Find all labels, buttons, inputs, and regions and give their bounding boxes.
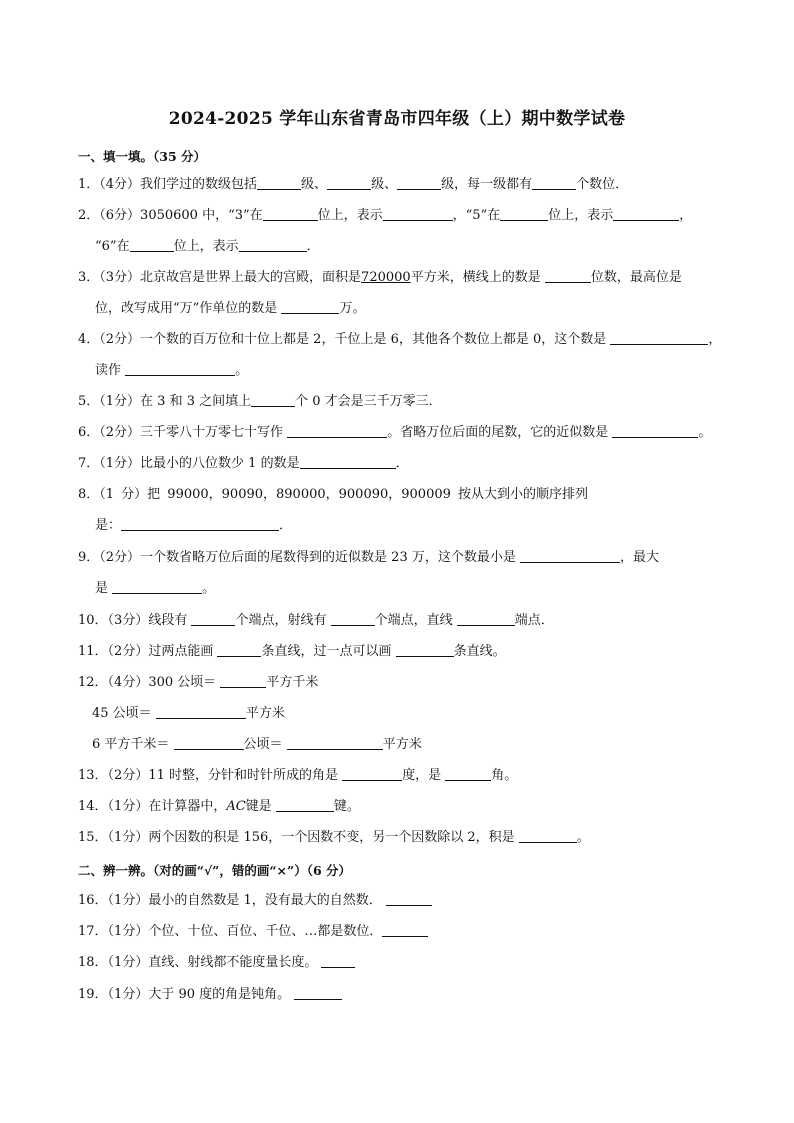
- answer-blank[interactable]: [610, 332, 708, 345]
- answer-blank[interactable]: [276, 799, 334, 812]
- question-15: 15．（1分）两个因数的积是 156，一个因数不变，另一个因数除以 2，积是 。: [78, 830, 590, 845]
- answer-blank[interactable]: [281, 301, 339, 314]
- answer-blank[interactable]: [321, 955, 355, 968]
- answer-blank[interactable]: [327, 177, 371, 190]
- question-19: 19．（1分）大于 90 度的角是钝角。: [78, 987, 342, 1003]
- answer-blank[interactable]: [519, 830, 577, 843]
- question-2-cont: “6”在 位上，表示 ．: [95, 239, 320, 254]
- answer-blank[interactable]: [612, 425, 698, 438]
- answer-blank[interactable]: [217, 644, 261, 657]
- question-9: 9．（2分）一个数省略万位后面的尾数得到的近似数是 23 万，这个数最小是 ，最大: [78, 550, 660, 565]
- question-12: 12．（4分）300 公顷＝ 平方千米: [78, 675, 319, 690]
- question-5: 5．（1分）在 3 和 3 之间填上 个 0 才会是三千万零三．: [78, 394, 442, 409]
- question-4: 4．（2分）一个数的百万位和十位上都是 2，千位上是 6，其他各个数位上都是 0，这个数是 ，: [78, 332, 722, 347]
- answer-blank[interactable]: [294, 987, 342, 1000]
- answer-blank[interactable]: [532, 177, 576, 190]
- question-17: 17．（1分）个位、十位、百位、千位、…都是数位．: [78, 924, 428, 940]
- calculator-key-label: AC: [226, 799, 246, 814]
- answer-blank[interactable]: [545, 270, 591, 283]
- question-10: 10．（3分）线段有 个端点，射线有 个端点，直线 端点．: [78, 613, 554, 628]
- answer-blank[interactable]: [331, 613, 375, 626]
- question-3-cont: 位，改写成用“万”作单位的数是 万。: [95, 301, 366, 316]
- question-11: 11．（2分）过两点能画 条直线，过一点可以画 条直线。: [78, 644, 506, 659]
- question-12-line3: 6 平方千米＝ 公顷＝ 平方米: [92, 737, 422, 752]
- answer-blank[interactable]: [397, 177, 441, 190]
- answer-blank[interactable]: [457, 613, 515, 626]
- answer-blank[interactable]: [257, 177, 301, 190]
- question-1: 1．（4分）我们学过的数级包括 级、 级、 级，每一级都有 个数位．: [78, 177, 629, 192]
- answer-blank[interactable]: [287, 425, 387, 438]
- question-12-line2: 45 公顷＝ 平方米: [92, 706, 285, 721]
- page-title: 2024-2025 学年山东省青岛市四年级（上）期中数学试卷: [168, 109, 626, 129]
- answer-blank[interactable]: [112, 581, 202, 594]
- answer-blank[interactable]: [239, 239, 307, 252]
- answer-blank[interactable]: [613, 208, 679, 221]
- question-8: 8．（1 分）把 99000，90090，890000，900090，900009 按从大到小的顺序排列: [78, 487, 589, 502]
- question-9-cont: 是 。: [95, 581, 216, 596]
- answer-blank[interactable]: [156, 706, 246, 719]
- section-heading-fill: 一、填一填。（35 分）: [78, 149, 206, 164]
- answer-blank[interactable]: [174, 737, 244, 750]
- question-2: 2．（6分）3050600 中，“3”在 位上，表示 ，“5”在 位上，表示 ，: [78, 208, 693, 223]
- question-8-cont: 是： ．: [95, 518, 293, 533]
- answer-blank[interactable]: [300, 456, 396, 469]
- question-4-cont: 读作 。: [95, 363, 249, 378]
- answer-blank[interactable]: [500, 208, 548, 221]
- answer-blank[interactable]: [191, 613, 235, 626]
- answer-blank[interactable]: [125, 363, 235, 376]
- underlined-number: 720000: [361, 270, 411, 285]
- answer-blank[interactable]: [263, 208, 318, 221]
- answer-blank[interactable]: [386, 893, 432, 906]
- question-13: 13．（2分）11 时整，分针和时针所成的角是 度，是 角。: [78, 768, 518, 783]
- answer-blank[interactable]: [342, 768, 402, 781]
- answer-blank[interactable]: [382, 924, 428, 937]
- answer-blank[interactable]: [251, 394, 295, 407]
- answer-blank[interactable]: [396, 644, 454, 657]
- question-6: 6．（2分）三千零八十万零七十写作 。省略万位后面的尾数，它的近似数是 。: [78, 425, 712, 440]
- answer-blank[interactable]: [287, 737, 383, 750]
- question-14: 14．（1分）在计算器中，AC键是 键。: [78, 799, 360, 814]
- answer-blank[interactable]: [121, 518, 279, 531]
- section-heading-judge: 二、辨一辨。（对的画“√”，错的画“×”）（6 分）: [78, 863, 351, 878]
- question-18: 18．（1分）直线、射线都不能度量长度。: [78, 955, 355, 971]
- answer-blank[interactable]: [383, 208, 453, 221]
- question-7: 7．（1分）比最小的八位数少 1 的数是 ．: [78, 456, 409, 471]
- answer-blank[interactable]: [445, 768, 491, 781]
- answer-blank[interactable]: [130, 239, 174, 252]
- answer-blank[interactable]: [220, 675, 266, 688]
- answer-blank[interactable]: [520, 550, 620, 563]
- question-16: 16．（1分）最小的自然数是 1，没有最大的自然数．: [78, 893, 432, 909]
- question-3: 3．（3分）北京故宫是世界上最大的宫殿，面积是720000平方米，横线上的数是 位数，最高位是: [78, 270, 682, 285]
